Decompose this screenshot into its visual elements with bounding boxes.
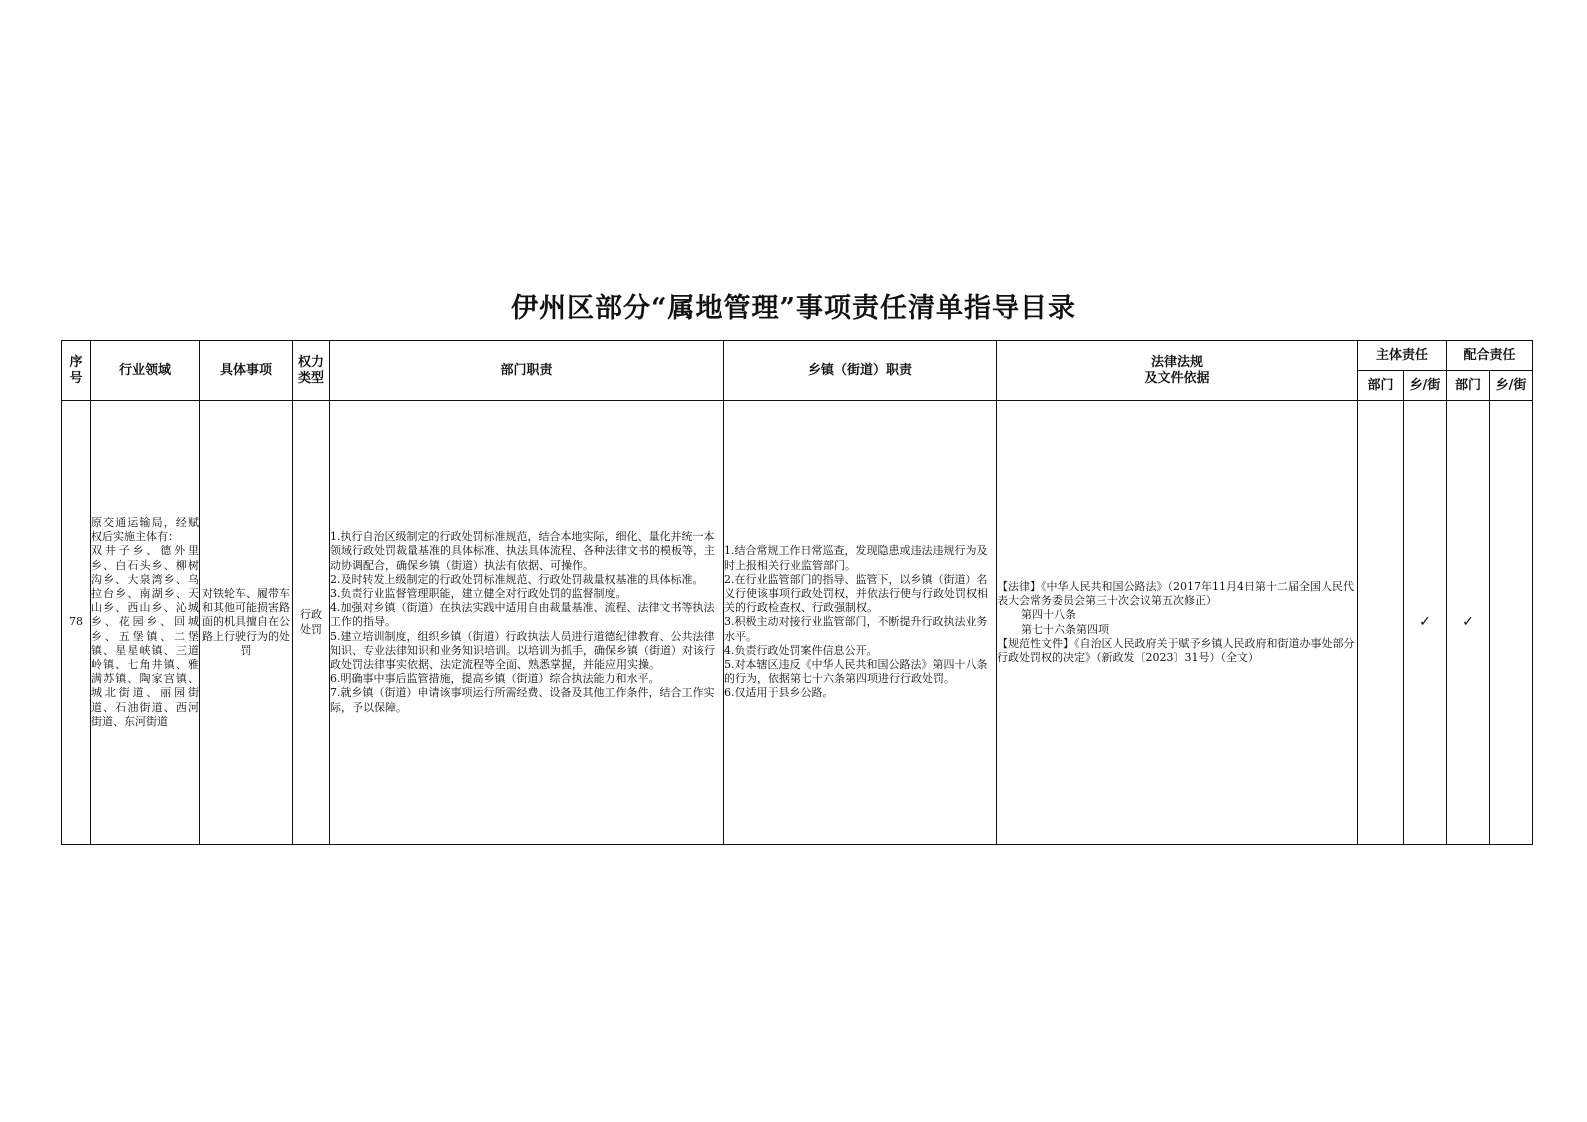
dept-duty-4: 4.加强对乡镇（街道）在执法实践中适用自由裁量基准、流程、法律文书等执法工作的指导。 — [330, 601, 715, 629]
law-reference: 【法律】《中华人民共和国公路法》（2017年11月4日第十二届全国人民代表大会常务委员会第三十次会议第五次修正） — [997, 579, 1354, 608]
town-duty-1: 1.结合常规工作日常巡查，发现隐患或违法违规行为及时上报相关行业监管部门。 — [724, 544, 988, 572]
page-title: 伊州区部分“属地管理”事项责任清单指导目录 — [510, 293, 1077, 324]
dept-duty-6: 6.明确事中事后监管措施，提高乡镇（街道）综合执法能力和水平。 — [330, 672, 660, 686]
town-duty-5: 5.对本辖区违反《中华人民共和国公路法》第四十八条的行为，依据第七十六条第四项进行行政处罚。 — [724, 658, 988, 686]
header-main-town: 乡/街 — [1404, 371, 1447, 401]
header-law: 法律法规 及文件依据 — [997, 341, 1358, 401]
header-main-resp: 主体责任 — [1358, 341, 1447, 371]
dept-duty-2: 2.及时转发上级制定的行政处罚标准规范、行政处罚裁量权基准的具体标准。 — [330, 572, 704, 586]
cell-main-dept — [1358, 401, 1404, 845]
header-coop-town: 乡/街 — [1490, 371, 1533, 401]
cell-domain: 原交通运输局，经赋权后实施主体有： 双井子乡、德外里乡、白石头乡、柳树沟乡、大泉湾乡、乌拉台乡、南湖乡、天山乡、西山乡、沁城乡、花园乡、回城乡、五堡镇、二堡镇、星星峡镇、三道岭镇、七角井镇、雅满苏镇、陶家宫镇、城北街道、丽园街道、石油街道、西河街道、东河街道 — [91, 401, 200, 845]
town-duty-3: 3.积极主动对接行业监管部门，不断提升行政执法业务水平。 — [724, 615, 988, 643]
responsibility-table — [61, 340, 1533, 845]
table-row — [62, 401, 1533, 845]
cell-law — [997, 401, 1358, 845]
header-dept-duties: 部门职责 — [330, 341, 724, 401]
town-duty-4: 4.负责行政处罚案件信息公开。 — [724, 643, 878, 657]
cell-main-town-check: ✓ — [1404, 401, 1447, 845]
dept-duty-5: 5.建立培训制度，组织乡镇（街道）行政执法人员进行道德纪律教育、公共法律知识、专业法律知识和业务知识培训。以培训为抓手，确保乡镇（街道）对该行政处罚法律事实依据、法定流程等全面、熟悉掌握，并能应用实操。 — [330, 629, 715, 671]
cell-dept-duties — [330, 401, 724, 845]
header-domain: 行业领域 — [91, 341, 200, 401]
header-town-duties: 乡镇（街道）职责 — [724, 341, 997, 401]
town-duty-6: 6.仅适用于县乡公路。 — [724, 686, 834, 700]
cell-item: 对铁轮车、履带车和其他可能损害路面的机具擅自在公路上行驶行为的处罚 — [200, 401, 293, 845]
town-duty-2: 2.在行业监管部门的指导、监管下，以乡镇（街道）名义行使该事项行政处罚权，并依法行使与行政处罚权相关的行政检查权、行政强制权。 — [724, 572, 988, 615]
law-article-76: 第七十六条第四项 — [1021, 622, 1109, 636]
dept-duty-7: 7.就乡镇（街道）申请该事项运行所需经费、设备及其他工作条件，结合工作实际，予以保障。 — [330, 686, 715, 714]
cell-coop-town — [1490, 401, 1533, 845]
header-coop-resp: 配合责任 — [1447, 341, 1533, 371]
normative-document: 【规范性文件】《自治区人民政府关于赋予乡镇人民政府和街道办事处部分行政处罚权的决定》（新政发〔2023〕31号）（全文） — [997, 636, 1355, 664]
header-coop-dept: 部门 — [1447, 371, 1490, 401]
header-type: 权力类型 — [293, 341, 330, 401]
cell-coop-dept-check: ✓ — [1447, 401, 1490, 845]
dept-duty-1: 1.执行自治区级制定的行政处罚标准规范，结合本地实际，细化、量化并统一本领域行政处罚裁量基准的具体标准、执法具体流程、各种法律文书的模板等，主动协调配合，确保乡镇（街道）执法有依据、可操作。 — [330, 530, 715, 572]
cell-seq: 78 — [62, 401, 91, 845]
header-main-dept: 部门 — [1358, 371, 1404, 401]
header-item: 具体事项 — [200, 341, 293, 401]
dept-duty-3: 3.负责行业监督管理职能，建立健全对行政处罚的监督制度。 — [330, 586, 627, 600]
cell-town-duties — [724, 401, 997, 845]
header-seq: 序号 — [62, 341, 91, 401]
law-article-48: 第四十八条 — [1021, 608, 1076, 622]
cell-type: 行政处罚 — [293, 401, 330, 845]
